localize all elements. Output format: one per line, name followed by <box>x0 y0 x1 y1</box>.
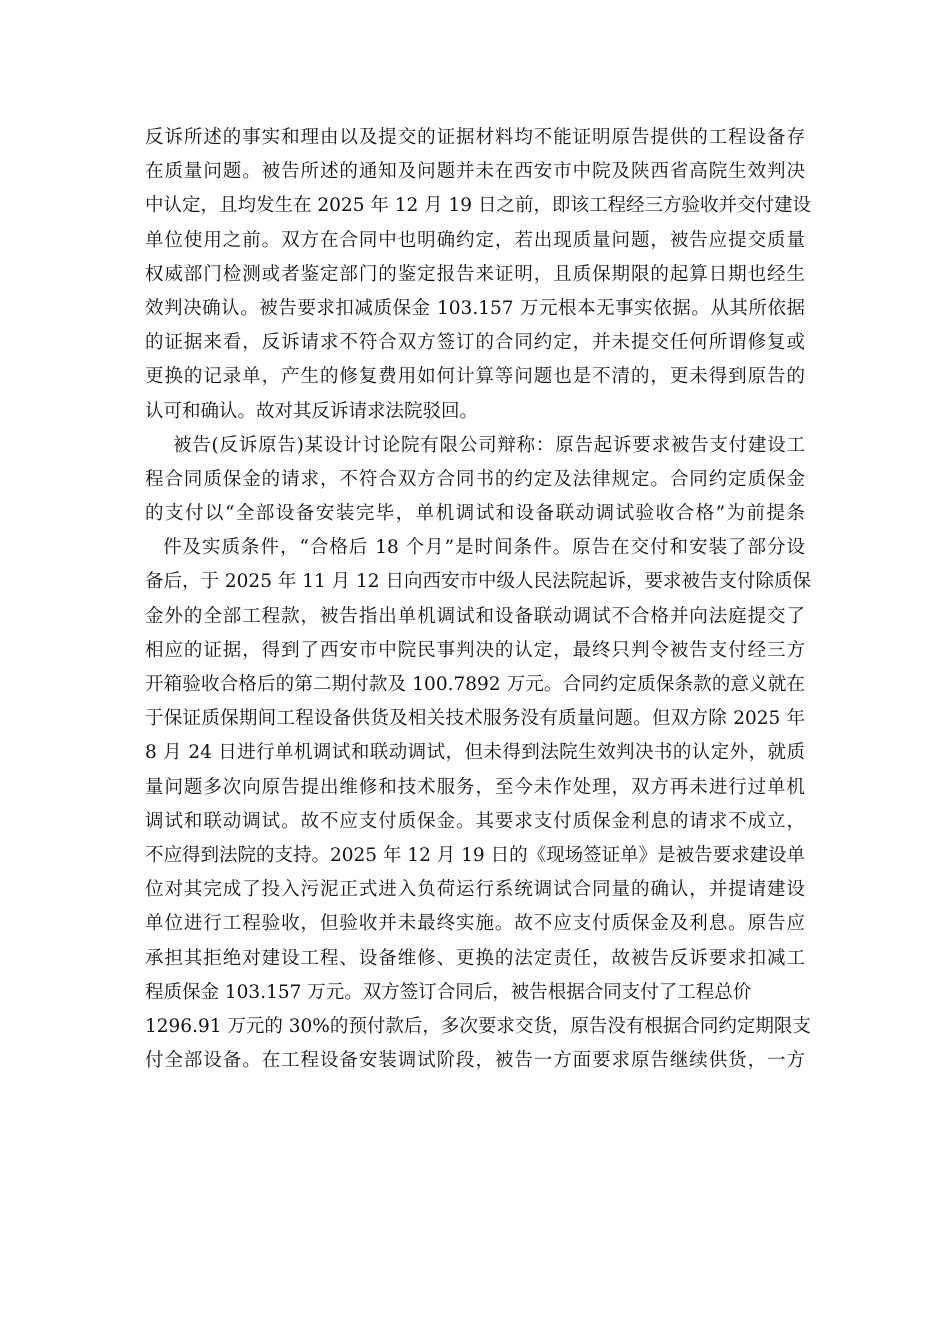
text-line: 单位进行工程验收，但验收并未最终实施。故不应支付质保金及利息。原告应 <box>145 913 805 935</box>
text-line: 位对其完成了投入污泥正式进入负荷运行系统调试合同量的确认，并提请建设 <box>145 879 805 901</box>
text-line: 中认定，且均发生在 2025 年 12 月 19 日之前，即该工程经三方验收并交付建设 <box>145 195 811 217</box>
text-line: 效判决确认。被告要求扣减质保金 103.157 万元根本无事实依据。从其所依据 <box>145 297 805 319</box>
text-line: 权威部门检测或者鉴定部门的鉴定报告来证明，且质保期限的起算日期也经生 <box>145 263 805 285</box>
text-line: 单位使用之前。双方在合同中也明确约定，若出现质量问题，被告应提交质量 <box>145 229 805 251</box>
text-line: 的支付以“全部设备安装完毕，单机调试和设备联动调试验收合格”为前提条 <box>145 503 805 525</box>
text-line: 8 月 24 日进行单机调试和联动调试，但未得到法院生效判决书的认定外，就质 <box>145 742 805 764</box>
text-line: 更换的记录单，产生的修复费用如何计算等问题也是不清的，更未得到原告的 <box>145 366 805 388</box>
text-line: 程合同质保金的请求，不符合双方合同书的约定及法律规定。合同约定质保金 <box>145 468 805 490</box>
text-line: 付全部设备。在工程设备安装调试阶段，被告一方面要求原告继续供货，一方 <box>145 1050 805 1072</box>
text-line: 在质量问题。被告所述的通知及问题并未在西安市中院及陕西省高院生效判决 <box>145 161 805 183</box>
text-line: 相应的证据，得到了西安市中院民事判决的认定，最终只判令被告支付经三方 <box>145 639 805 661</box>
text-line: 程质保金 103.157 万元。双方签订合同后，被告根据合同支付了工程总价 <box>145 981 752 1003</box>
paragraph-end-line: 认可和确认。故对其反诉请求法院驳回。 <box>145 400 479 422</box>
text-line: 1296.91 万元的 30%的预付款后，多次要求交货，原告没有根据合同约定期限支 <box>145 1015 811 1037</box>
text-line: 的证据来看，反诉请求不符合双方签订的合同约定，并未提交任何所谓修复或 <box>145 332 805 354</box>
text-line: 量问题多次向原告提出维修和技术服务，至今未作处理，双方再未进行过单机 <box>145 776 805 798</box>
document-body <box>145 121 811 1078</box>
paragraph-start-line: 被告(反诉原告)某设计讨论院有限公司辩称：原告起诉要求被告支付建设工 <box>173 434 805 456</box>
text-line: 调试和联动调试。故不应支付质保金。其要求支付质保金利息的请求不成立， <box>145 810 805 832</box>
text-line: 反诉所述的事实和理由以及提交的证据材料均不能证明原告提供的工程设备存 <box>145 127 805 148</box>
text-line: 备后，于 2025 年 11 月 12 日向西安市中级人民法院起诉，要求被告支付除质保 <box>145 571 811 593</box>
text-line: 承担其拒绝对建设工程、设备维修、更换的法定责任，故被告反诉要求扣减工 <box>145 947 805 969</box>
text-line: 开箱验收合格后的第二期付款及 100.7892 万元。合同约定质保条款的意义就在 <box>145 674 805 695</box>
text-line: 件及实质条件，“合格后 18 个月”是时间条件。原告在交付和安装了部分设 <box>163 537 805 559</box>
text-line: 金外的全部工程款，被告指出单机调试和设备联动调试不合格并向法庭提交了 <box>145 605 805 627</box>
text-line: 不应得到法院的支持。2025 年 12 月 19 日的《现场签证单》是被告要求建设单 <box>145 844 806 866</box>
text-line: 于保证质保期间工程设备供货及相关技术服务没有质量问题。但双方除 2025 年 <box>145 708 805 730</box>
